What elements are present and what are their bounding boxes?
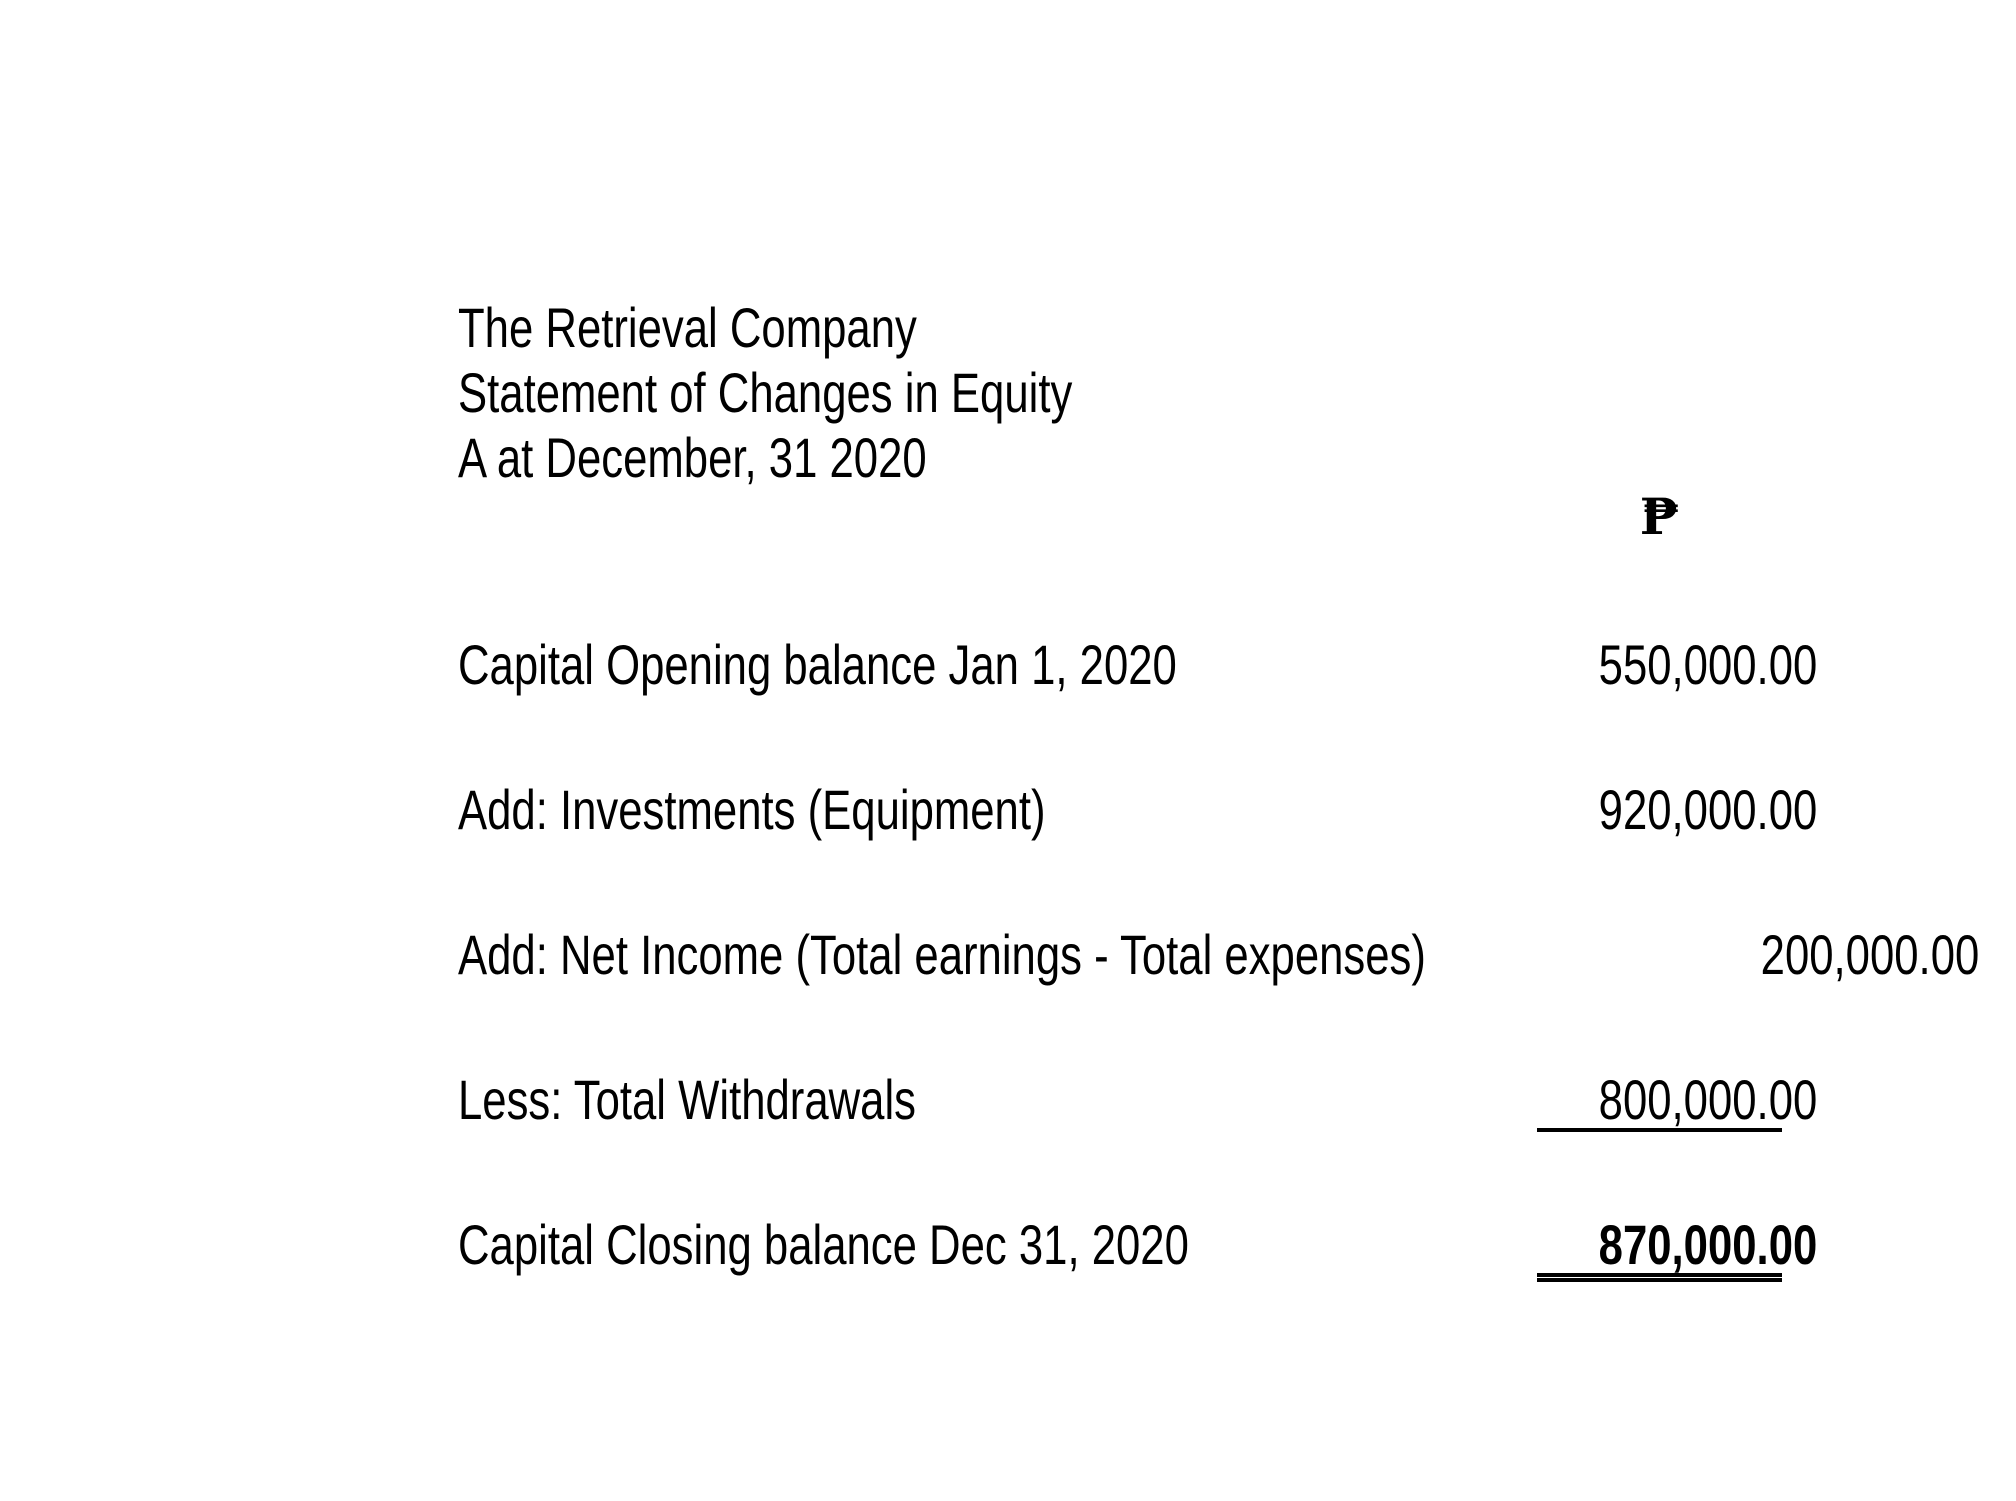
row-label: Less: Total Withdrawals bbox=[458, 1068, 917, 1131]
company-name: The Retrieval Company bbox=[458, 296, 917, 359]
row-amount-cell bbox=[1537, 778, 1818, 841]
row-label: Add: Net Income (Total earnings - Total expenses) bbox=[458, 923, 1426, 986]
row-opening-balance bbox=[458, 633, 1818, 696]
statement-header bbox=[458, 295, 1246, 490]
row-add-net-income bbox=[458, 923, 1980, 986]
row-amount: 200,000.00 bbox=[1760, 923, 1980, 986]
currency-column-header bbox=[1537, 487, 1782, 546]
row-amount-cell bbox=[1537, 633, 1818, 696]
row-amount-total: 870,000.00 bbox=[1598, 1213, 1818, 1276]
row-amount-cell bbox=[1537, 1213, 1818, 1277]
row-label: Add: Investments (Equipment) bbox=[458, 778, 1046, 841]
statement-date: A at December, 31 2020 bbox=[458, 426, 927, 489]
row-label: Capital Opening balance Jan 1, 2020 bbox=[458, 633, 1177, 696]
row-amount: 800,000.00 bbox=[1598, 1068, 1818, 1131]
statement-title: Statement of Changes in Equity bbox=[458, 361, 1073, 424]
row-label: Capital Closing balance Dec 31, 2020 bbox=[458, 1213, 1189, 1276]
row-amount-cell bbox=[1699, 923, 1980, 986]
peso-currency-icon: ₱ bbox=[1639, 487, 1680, 546]
row-amount: 920,000.00 bbox=[1598, 778, 1818, 841]
row-closing-balance bbox=[458, 1213, 1818, 1277]
row-amount: 550,000.00 bbox=[1598, 633, 1818, 696]
row-amount-cell bbox=[1537, 1068, 1818, 1132]
row-less-withdrawals bbox=[458, 1068, 1818, 1132]
row-add-investments bbox=[458, 778, 1818, 841]
